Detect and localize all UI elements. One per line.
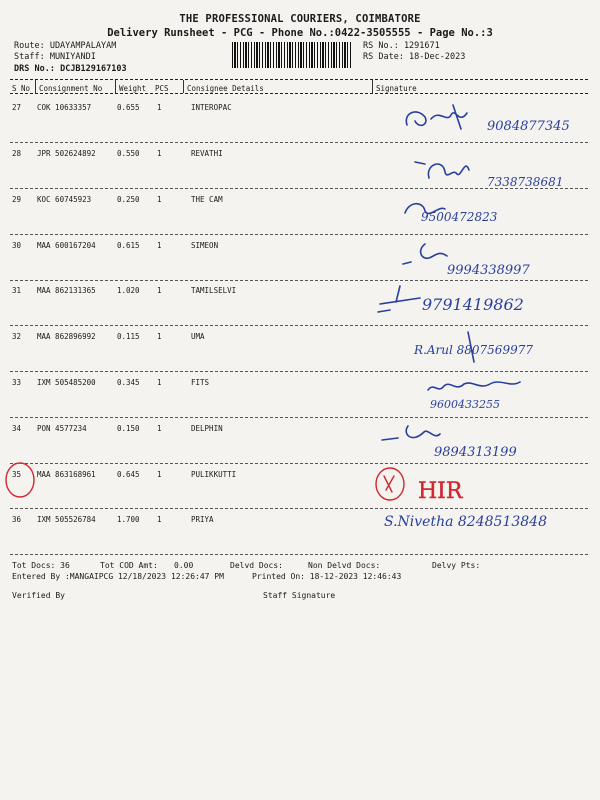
row-weight: 0.550	[117, 149, 140, 158]
rs-number: RS No.: 1291671	[363, 41, 440, 51]
row-consignee: TAMILSELVI	[191, 286, 237, 295]
row-sno: 34	[12, 424, 22, 433]
row-weight: 1.700	[117, 515, 140, 524]
row-weight: 0.655	[117, 103, 140, 112]
row-consignment: KOC 60745923	[37, 195, 92, 204]
row-sno: 29	[12, 195, 22, 204]
barcode	[232, 42, 353, 68]
row-sno: 32	[12, 332, 22, 341]
row-consignee: FITS	[191, 378, 210, 387]
row-pcs: 1	[157, 470, 162, 479]
sig-phone: R.Arul 8807569977	[414, 343, 533, 357]
signature-row-29	[395, 191, 595, 231]
col-divider	[115, 80, 116, 93]
col-weight: Weight	[119, 84, 147, 93]
col-signature: Signature	[376, 84, 417, 93]
sig-phone: 9791419862	[422, 295, 524, 314]
sig-phone: 9994338997	[447, 263, 530, 278]
total-cod-value: 0.00	[174, 561, 194, 570]
row-pcs: 1	[157, 378, 162, 387]
row-divider	[10, 234, 588, 235]
row-consignment: MAA 600167204	[37, 241, 96, 250]
row-consignment: COK 10633357	[37, 103, 92, 112]
runsheet-subtitle: Delivery Runsheet - PCG - Phone No.:0422-3505555 - Page No.:3	[107, 27, 493, 39]
col-sno: S No	[12, 84, 31, 93]
row-sno: 35	[12, 470, 22, 479]
col-consignee: Consignee Details	[187, 84, 264, 93]
sig-text: S.Nivetha 8248513848	[384, 514, 547, 530]
signature-row-32	[408, 328, 598, 368]
verified-by: Verified By	[12, 591, 65, 600]
row-sno: 28	[12, 149, 22, 158]
row-consignment: PON 4577234	[37, 424, 87, 433]
sig-phone: 9894313199	[434, 445, 517, 460]
signature-row-30	[395, 236, 595, 282]
non-delivered-docs: Non Delvd Docs:	[308, 561, 381, 570]
row-consignment: IXM 505526784	[37, 515, 96, 524]
row-consignment: MAA 862131365	[37, 286, 96, 295]
col-divider	[372, 80, 373, 93]
row-consignee: DELPHIN	[191, 424, 223, 433]
row-pcs: 1	[157, 103, 162, 112]
total-docs: Tot Docs: 36	[12, 561, 70, 570]
total-cod-label: Tot COD Amt:	[100, 561, 158, 570]
sig-text: HIR	[418, 479, 463, 504]
sig-phone: 9500472823	[421, 210, 498, 224]
delivered-docs: Delvd Docs:	[230, 561, 283, 570]
row-consignee: UMA	[191, 332, 205, 341]
col-pcs: PCS	[155, 84, 169, 93]
red-circle-mark	[3, 460, 37, 500]
row-pcs: 1	[157, 149, 162, 158]
staff-signature: Staff Signature	[263, 591, 336, 600]
row-consignee: THE CAM	[191, 195, 223, 204]
signature-row-34	[378, 418, 578, 466]
row-consignee: SIMEON	[191, 241, 219, 250]
signature-row-27	[395, 95, 595, 145]
row-sno: 36	[12, 515, 22, 524]
row-consignee: PRIYA	[191, 515, 214, 524]
signature-row-31	[370, 280, 590, 326]
header-top-line	[10, 79, 588, 80]
sig-phone: 9600433255	[430, 398, 500, 411]
header-bottom-line	[10, 93, 588, 94]
col-divider	[35, 80, 36, 93]
signature-row-33	[420, 372, 595, 416]
row-consignment: MAA 862896992	[37, 332, 96, 341]
route-label: Route: UDAYAMPALAYAM	[14, 41, 117, 51]
row-sno: 31	[12, 286, 22, 295]
row-consignee: INTEROPAC	[191, 103, 232, 112]
drs-value: DCJB129167103	[60, 64, 127, 74]
company-title: THE PROFESSIONAL COURIERS, COIMBATORE	[179, 13, 421, 25]
row-consignment: MAA 863168961	[37, 470, 96, 479]
row-weight: 1.020	[117, 286, 140, 295]
signature-row-36	[380, 506, 595, 558]
drs-label: DRS No.:	[14, 64, 55, 74]
row-consignment: IXM 505485200	[37, 378, 96, 387]
row-weight: 0.615	[117, 241, 140, 250]
rs-date: RS Date: 18-Dec-2023	[363, 52, 466, 62]
staff-label: Staff: MUNIYANDI	[14, 52, 96, 62]
drs-number	[14, 64, 127, 74]
row-pcs: 1	[157, 515, 162, 524]
row-sno: 30	[12, 241, 22, 250]
row-weight: 0.645	[117, 470, 140, 479]
col-consignment: Consignment No	[39, 84, 103, 93]
row-consignee: REVATHI	[191, 149, 223, 158]
row-sno: 27	[12, 103, 22, 112]
row-weight: 0.115	[117, 332, 140, 341]
row-pcs: 1	[157, 424, 162, 433]
row-weight: 0.345	[117, 378, 140, 387]
sig-phone: 7338738681	[487, 175, 564, 189]
entered-by: Entered By :MANGAIPCG 12/18/2023 12:26:47 PM	[12, 572, 224, 581]
row-weight: 0.150	[117, 424, 140, 433]
sig-phone: 9084877345	[487, 119, 570, 134]
row-consignee: PULIKKUTTI	[191, 470, 237, 479]
row-pcs: 1	[157, 332, 162, 341]
signature-row-35	[370, 462, 510, 510]
row-weight: 0.250	[117, 195, 140, 204]
row-pcs: 1	[157, 195, 162, 204]
delivery-points: Delvy Pts:	[432, 561, 481, 570]
row-consignment: JPR 502624892	[37, 149, 96, 158]
row-pcs: 1	[157, 286, 162, 295]
signature-row-28	[395, 148, 595, 192]
printed-on: Printed On: 18-12-2023 12:46:43	[252, 572, 402, 581]
row-pcs: 1	[157, 241, 162, 250]
row-sno: 33	[12, 378, 22, 387]
col-divider	[183, 80, 184, 93]
